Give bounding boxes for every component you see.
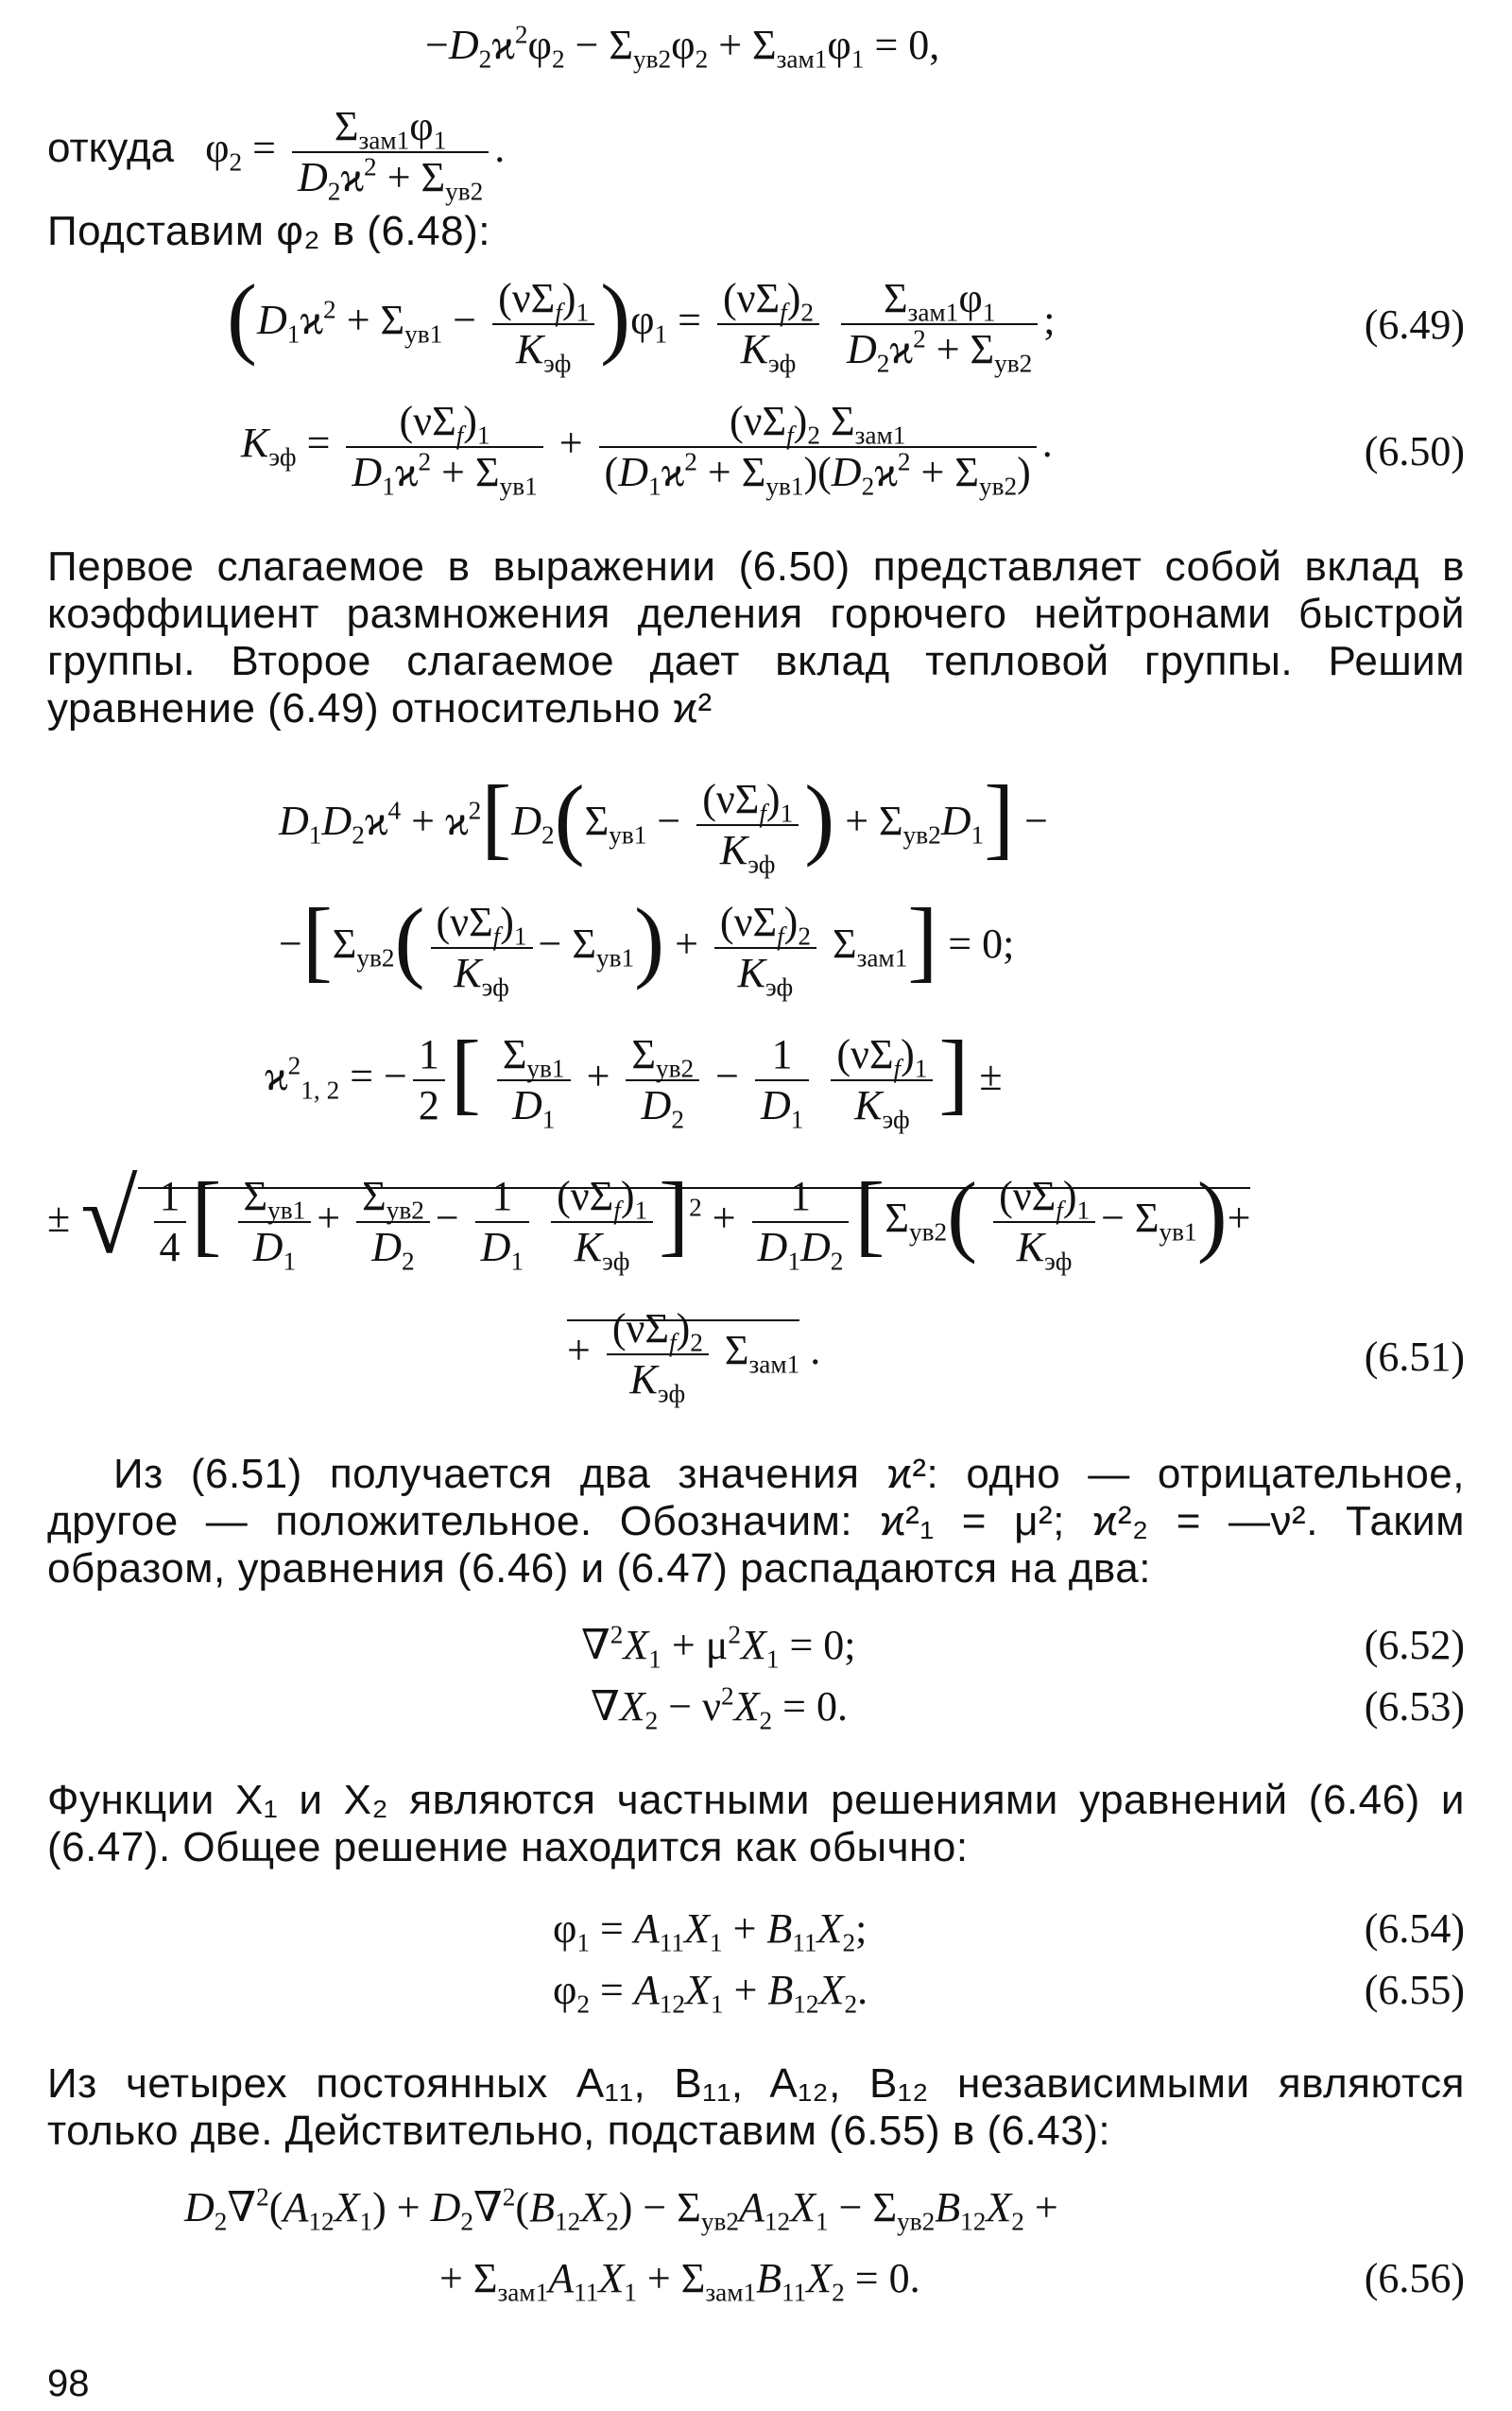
equation-6-49: ($D_1ϰ^2 + \Sigma_{ув1}$ − $\frac{(\nu\Sigma_f)_1}{K_{эф}}$ )$\varphi_1$ = $\frac{(\nu\Sigma_f)_2}{K_{эф}}$ $\frac{\Sigma_{зам1}\varphi_1}{D_2ϰ^2 + \Sigma_{ув2}}$ ; bbox=[227, 266, 1056, 378]
page-number: 98 bbox=[47, 2363, 90, 2404]
equation-6-53: $\nabla X_2 - \nu^2X_2 = 0$. bbox=[591, 1681, 848, 1735]
equation-6-51-line5: + $\frac{(\nu\Sigma_f)_2}{K_{эф}}$ $\Sigma_{зам1}$ . bbox=[567, 1305, 821, 1408]
paragraph-first-term: Первое слагаемое в выражении (6.50) представляет собой вклад в коэффициент размножения деления горючего нейтронами быстрой группы. Второе слагаемое дает вклад тепловой группы. Решим уравнение (6.49) относительно ϰ² bbox=[47, 543, 1465, 732]
equation-number-6-49: (6.49) bbox=[1364, 301, 1465, 348]
equation-number-6-54: (6.54) bbox=[1364, 1905, 1465, 1952]
equation-number-6-52: (6.52) bbox=[1364, 1622, 1465, 1668]
equation-number-6-53: (6.53) bbox=[1364, 1683, 1465, 1730]
equation-number-6-56: (6.56) bbox=[1364, 2255, 1465, 2301]
equation-top: $-D_2ϰ^2\varphi_2 - \Sigma_{ув2}\varphi_2 + \Sigma_{зам1}\varphi_1 = 0$, bbox=[425, 20, 940, 74]
otkuda-word: откуда bbox=[47, 125, 175, 172]
equation-number-6-51: (6.51) bbox=[1364, 1334, 1465, 1380]
equation-6-56-line1: $D_2\nabla^2(A_{12}X_1) + D_2\nabla^2(B_{12}X_2) - \Sigma_{ув2}A_{12}X_1 - \Sigma_{ув2}B_{12}X_2$ + bbox=[184, 2182, 1058, 2236]
paragraph-two-values: Из (6.51) получается два значения ϰ²: одно — отрицательное, другое — положительное. Обозначим: ϰ²₁ = μ²; ϰ²₂ = —ν². Таким образом, уравнения (6.46) и (6.47) распадаются на два: bbox=[47, 1451, 1465, 1592]
equation-6-51-line1: $D_1D_2ϰ^4 + ϰ^2[D_2(\Sigma_{ув1}$ − $\frac{(\nu\Sigma_f)_1}{K_{эф}}$ ) + $\Sigma_{ув2}D_1$] − bbox=[279, 766, 1048, 879]
equation-6-51-line3: $ϰ^2_{1, 2}$ = − $\frac{1}{2}$ [ $\frac{\Sigma_{ув1}}{D_1}$ + $\frac{\Sigma_{ув2}}{D_2}$ − $\frac{1}{D_1}$ $\frac{(\nu\Sigma_f)_1}{K_{эф}}$ ] ± bbox=[265, 1022, 1003, 1134]
equation-6-51-line2: $-[\Sigma_{ув2}$( $\frac{(\nu\Sigma_f)_1}{K_{эф}}$ − $\Sigma_{ув1}$) + $\frac{(\nu\Sigma_f)_2}{K_{эф}}$ $\Sigma_{зам1}] = 0$; bbox=[279, 889, 1015, 1002]
equation-6-50: $K_{эф}$ = $\frac{(\nu\Sigma_f)_1}{D_1ϰ^2 + \Sigma_{ув1}}$ + $\frac{(\nu\Sigma_f)_2 \Sigma_{зам1}}{(D_1ϰ^2 + \Sigma_{ув1})(D_2ϰ^2 + \Sigma_{ув2})}$ . bbox=[241, 398, 1053, 501]
equation-6-55: $\varphi_2 = A_{12}X_1 + B_{12}X_2$. bbox=[553, 1967, 868, 2019]
paragraph-functions: Функции X₁ и X₂ являются частными решениями уравнений (6.46) и (6.47). Общее решение находится как обычно: bbox=[47, 1777, 1465, 1870]
equation-6-51-line4: ± √ $\frac{1}{4}$ [ $\frac{\Sigma_{ув1}}{D_1}$ + $\frac{\Sigma_{ув2}}{D_2}$ − $\frac{1}{D_1}$ $\frac{(\nu\Sigma_f)_1}{K_{эф}}$ ]$^2$ + $\frac{1}{D_1D_2}$ [$\Sigma_{ув2}$( $\frac{(\nu\Sigma_f)_1}{K_{эф}}$ − $\Sigma_{ув1})+$ bbox=[47, 1160, 1251, 1276]
equation-6-54: $\varphi_1 = A_{11}X_1 + B_{11}X_2$; bbox=[553, 1905, 868, 1957]
equation-number-6-55: (6.55) bbox=[1364, 1967, 1465, 2013]
paragraph-substitute: Подставим φ₂ в (6.48): bbox=[47, 208, 490, 254]
equation-6-52: $\nabla^2X_1 + \mu^2X_1 = 0$; bbox=[581, 1620, 856, 1674]
paragraph-four-constants: Из четырех постоянных A₁₁, B₁₁, A₁₂, B₁₂ независимыми являются только две. Действительно, подставим (6.55) в (6.43): bbox=[47, 2060, 1465, 2154]
phi2-expression: откуда $\varphi_2$ = $\frac{\Sigma_{зам1}\varphi_1}{D_2ϰ^2 + \Sigma_{ув2}}$ . bbox=[47, 103, 506, 206]
equation-number-6-50: (6.50) bbox=[1364, 428, 1465, 474]
equation-6-56-line2: + $\Sigma_{зам1}A_{11}X_1 + \Sigma_{зам1}B_{11}X_2 = 0$. bbox=[439, 2255, 920, 2307]
